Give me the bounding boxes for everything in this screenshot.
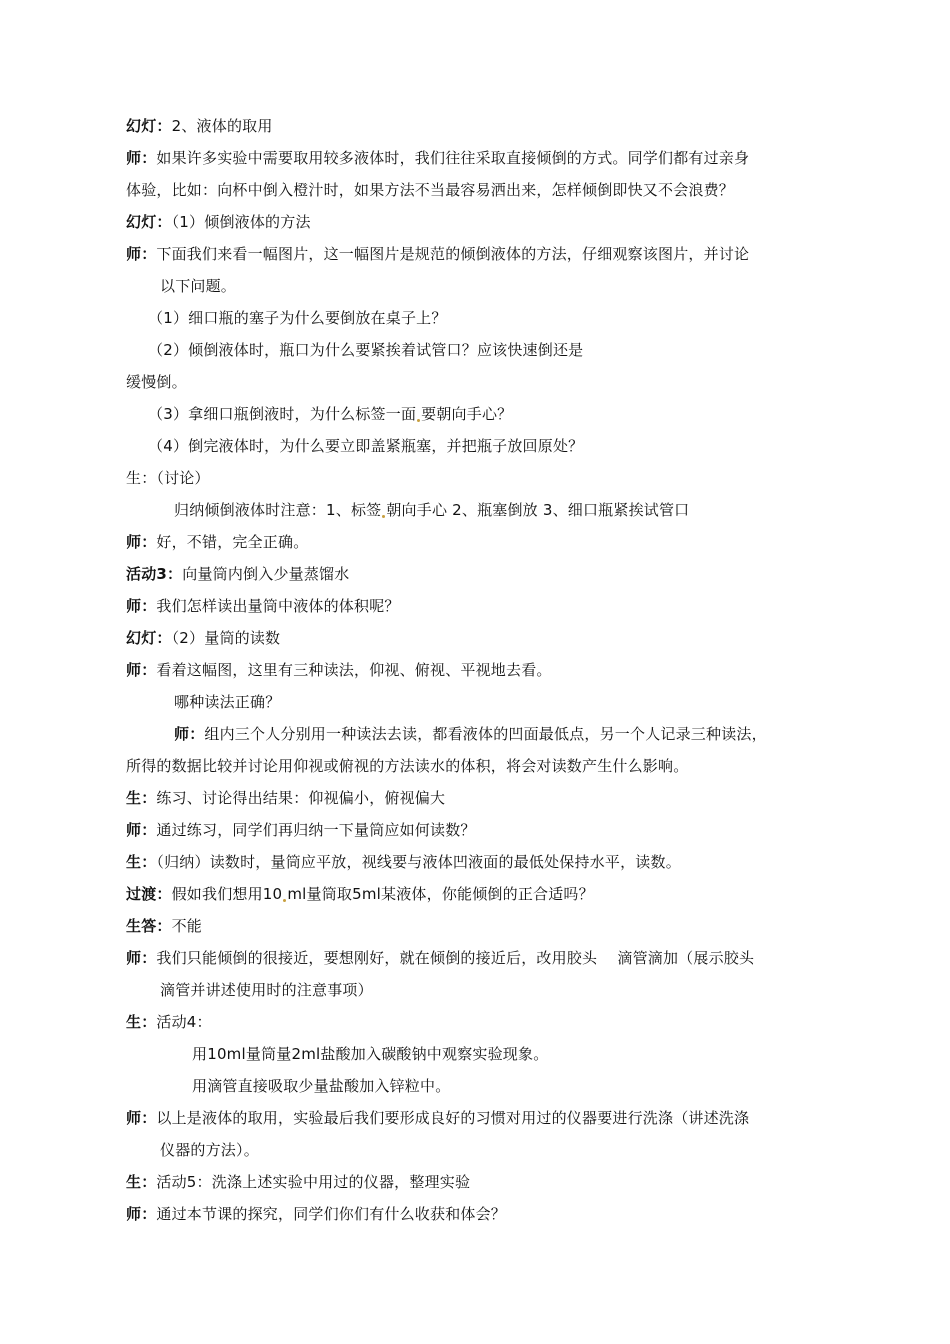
line-text: 假如我们想用10 [171, 885, 283, 903]
speaker-label: 生： [126, 1173, 157, 1191]
line-text: 以下问题。 [160, 277, 237, 295]
line-7 [148, 308, 447, 328]
line-31 [192, 1076, 450, 1096]
speaker-label: 生： [126, 469, 157, 487]
line-text: （讨论） [156, 469, 210, 487]
speaker-label: 师： [126, 149, 157, 167]
speaker-label: 师： [126, 1205, 157, 1223]
line-3 [126, 180, 734, 200]
speaker-label: 生： [126, 1013, 157, 1031]
speaker-label: 幻灯： [126, 213, 172, 231]
mark-dot [417, 419, 420, 422]
line-12 [126, 468, 210, 488]
line-35 [126, 1204, 506, 1224]
line-1 [126, 116, 273, 136]
line-22 [126, 788, 445, 808]
line-23 [126, 820, 476, 840]
speaker-label: 活动3： [126, 565, 183, 583]
line-text: 2、液体的取用 [171, 117, 273, 135]
line-text: 缓慢倒。 [126, 373, 187, 391]
line-21 [126, 756, 688, 776]
line-text: 我们只能倾倒的很接近，要想刚好，就在倾倒的接近后，改用胶头 滴管滴加（展示胶头 [156, 949, 755, 967]
line-text: 我们怎样读出量筒中液体的体积呢？ [156, 597, 400, 615]
speaker-label: 师： [126, 245, 157, 263]
line-text: 如果许多实验中需要取用较多液体时，我们往往采取直接倾倒的方式。同学们都有过亲身 [156, 149, 750, 167]
line-text: 练习、讨论得出结果：仰视偏小，俯视偏大 [156, 789, 446, 807]
line-text: 以上是液体的取用，实验最后我们要形成良好的习惯对用过的仪器要进行洗涤（讲述洗涤 [156, 1109, 750, 1127]
line-text: 通过练习，同学们再归纳一下量筒应如何读数？ [156, 821, 476, 839]
line-2 [126, 148, 749, 168]
speaker-label: 师： [126, 533, 157, 551]
speaker-label: 师： [126, 597, 157, 615]
line-16 [126, 596, 400, 616]
line-19 [174, 692, 280, 712]
line-8 [148, 340, 583, 360]
line-text: 看着这幅图，这里有三种读法，仰视、俯视、平视地去看。 [156, 661, 552, 679]
line-17 [126, 628, 280, 648]
line-text: 归纳倾倒液体时注意：1、标签 [174, 501, 382, 519]
line-text: （3）拿细口瓶倒液时，为什么标签一面 [148, 405, 417, 423]
line-text: （1）倾倒液体的方法 [171, 213, 311, 231]
line-text: 活动5：洗涤上述实验中用过的仪器，整理实验 [156, 1173, 471, 1191]
speaker-label: 师： [174, 725, 205, 743]
speaker-label: 幻灯： [126, 629, 172, 647]
line-text: ml量筒取5ml某液体，你能倾倒的正合适吗？ [287, 885, 594, 903]
speaker-label: 生： [126, 789, 157, 807]
speaker-label: 过渡： [126, 885, 172, 903]
line-32 [126, 1108, 749, 1128]
line-text: 下面我们来看一幅图片，这一幅图片是规范的倾倒液体的方法，仔细观察该图片，并讨论 [156, 245, 750, 263]
line-text: 要朝向手心？ [421, 405, 513, 423]
line-text: 所得的数据比较并讨论用仰视或俯视的方法读水的体积，将会对读数产生什么影响。 [126, 757, 689, 775]
line-text: 仪器的方法）。 [160, 1141, 259, 1159]
speaker-label: 生答： [126, 917, 172, 935]
line-text: （归纳）读数时，量筒应平放，视线要与液体凹液面的最低处保持水平，读数。 [156, 853, 681, 871]
speaker-label: 幻灯： [126, 117, 172, 135]
line-33 [160, 1140, 259, 1160]
line-text: 用10ml量筒量2ml盐酸加入碳酸钠中观察实验现象。 [192, 1045, 549, 1063]
line-text: 用滴管直接吸取少量盐酸加入锌粒中。 [192, 1077, 451, 1095]
line-4 [126, 212, 311, 232]
mark-dot [382, 515, 385, 518]
line-20 [174, 724, 767, 744]
line-text: 朝向手心 2、瓶塞倒放 3、细口瓶紧挨试管口 [386, 501, 690, 519]
line-34 [126, 1172, 470, 1192]
line-24 [126, 852, 681, 872]
speaker-label: 师： [126, 1109, 157, 1127]
line-11 [148, 436, 583, 456]
line-29 [126, 1012, 212, 1032]
line-text: 不能 [171, 917, 203, 935]
line-26 [126, 916, 202, 936]
line-28 [160, 980, 373, 1000]
line-14 [126, 532, 308, 552]
line-30 [192, 1044, 548, 1064]
line-18 [126, 660, 552, 680]
line-text: 体验，比如：向杯中倒入橙汁时，如果方法不当最容易洒出来，怎样倾倒即快又不会浪费？ [126, 181, 735, 199]
line-text: （1）细口瓶的塞子为什么要倒放在桌子上？ [148, 309, 447, 327]
line-text: （4）倒完液体时，为什么要立即盖紧瓶塞，并把瓶子放回原处？ [148, 437, 584, 455]
speaker-label: 师： [126, 949, 157, 967]
line-text: 组内三个人分别用一种读法去读，都看液体的凹面最低点，另一个人记录三种读法， [204, 725, 767, 743]
speaker-label: 师： [126, 661, 157, 679]
line-9 [126, 372, 187, 392]
mark-dot [283, 899, 286, 902]
line-6 [160, 276, 236, 296]
line-text: （2）量筒的读数 [171, 629, 281, 647]
line-5 [126, 244, 749, 264]
line-text: 好，不错，完全正确。 [156, 533, 309, 551]
line-25 [126, 884, 594, 904]
line-13 [174, 500, 689, 520]
line-text: 通过本节课的探究，同学们你们有什么收获和体会？ [156, 1205, 507, 1223]
line-text: 向量筒内倒入少量蒸馏水 [182, 565, 350, 583]
speaker-label: 师： [126, 821, 157, 839]
speaker-label: 生： [126, 853, 157, 871]
line-text: （2）倾倒液体时，瓶口为什么要紧挨着试管口？应该快速倒还是 [148, 341, 584, 359]
line-27 [126, 948, 754, 968]
line-15 [126, 564, 349, 584]
line-text: 哪种读法正确？ [174, 693, 281, 711]
line-text: 活动4： [156, 1013, 212, 1031]
line-10 [148, 404, 512, 424]
line-text: 滴管并讲述使用时的注意事项） [160, 981, 373, 999]
